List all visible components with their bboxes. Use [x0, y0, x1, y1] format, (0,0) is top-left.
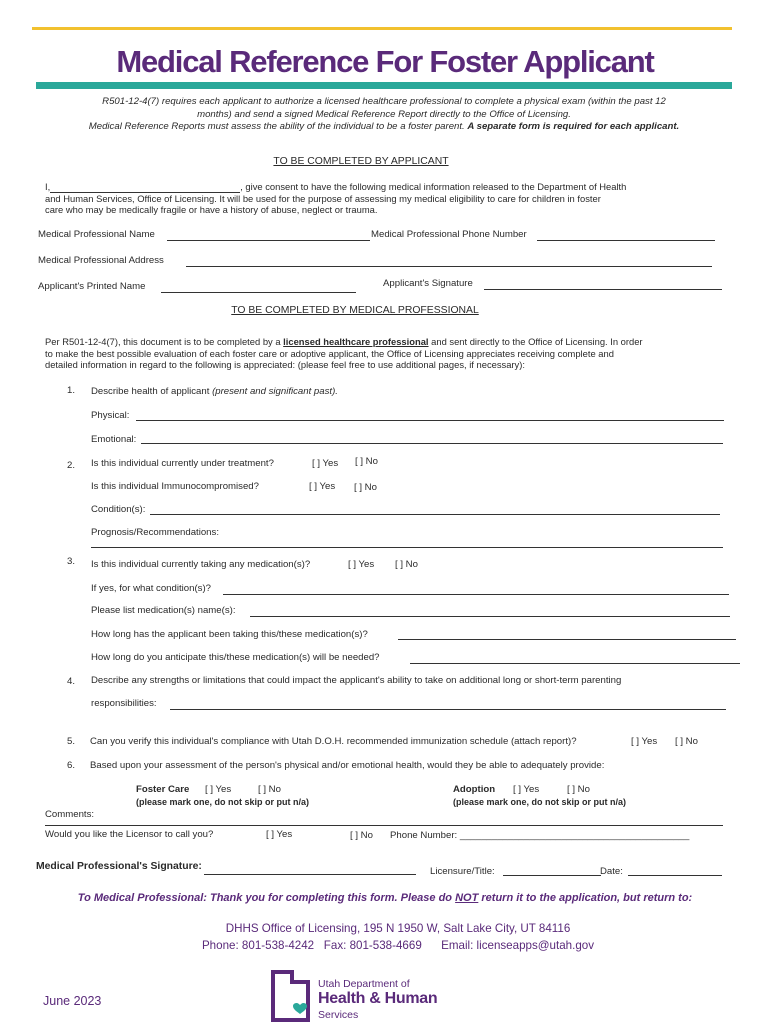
adoption-yes-checkbox[interactable]: [ ] Yes	[513, 784, 540, 795]
email-link[interactable]: Email: licenseapps@utah.gov	[441, 939, 595, 952]
q1-label: Describe health of applicant	[91, 386, 210, 397]
intro-line-1: R501-12-4(7) requires each applicant to authorize a licensed healthcare professional to complete a physical exam (within the past 12	[102, 96, 666, 107]
q3c-field[interactable]	[398, 639, 736, 640]
q5-number: 5.	[67, 736, 76, 747]
professional-heading: TO BE COMPLETED BY MEDICAL PROFESSIONAL	[231, 305, 479, 316]
printed-name-field[interactable]	[161, 292, 356, 293]
professional-signature-label: Medical Professional's Signature:	[36, 861, 202, 872]
q3-no-checkbox[interactable]: [ ] No	[395, 559, 418, 570]
prof-address-field[interactable]	[186, 266, 712, 267]
prof-name-label: Medical Professional Name	[38, 229, 155, 240]
q2b-text: Is this individual Immunocompromised?	[91, 481, 259, 492]
q2b-no-checkbox[interactable]: [ ] No	[354, 482, 377, 493]
licensed-professional-link: licensed healthcare professional	[283, 336, 429, 347]
per-line-2: to make the best possible evaluation of each foster care or adoptive applicant, the Office of Licensing appreciates receiving complete and	[45, 347, 614, 359]
call-question: Would you like the Licensor to call you?	[45, 829, 214, 840]
physical-label: Physical:	[91, 410, 130, 421]
thanks-message	[0, 892, 770, 904]
q3a-field[interactable]	[223, 594, 729, 595]
q2-yes-checkbox[interactable]: [ ] Yes	[312, 458, 339, 469]
office-address: DHHS Office of Licensing, 195 N 1950 W, Salt Lake City, UT 84116	[225, 922, 571, 935]
professional-intro	[45, 336, 745, 371]
phone-number: Phone: 801-538-4242	[201, 939, 315, 952]
consent-line-2: and Human Services, Office of Licensing. It will be used for the purpose of assessing my medical eligibility to care for children in foster	[45, 192, 601, 204]
foster-care-label: Foster Care	[136, 784, 190, 795]
prof-phone-field[interactable]	[537, 240, 715, 241]
q3-text: Is this individual currently taking any medication(s)?	[91, 559, 311, 570]
comments-label: Comments:	[45, 809, 95, 820]
q3d-field[interactable]	[410, 663, 740, 664]
contact-line	[0, 939, 770, 952]
per-suffix: and sent directly to the Office of Licensing. In order	[431, 336, 643, 347]
conditions-label: Condition(s):	[91, 504, 146, 515]
foster-yes-checkbox[interactable]: [ ] Yes	[205, 784, 232, 795]
conditions-field[interactable]	[150, 514, 720, 515]
professional-signature-field[interactable]	[204, 874, 416, 875]
q2b-yes-checkbox[interactable]: [ ] Yes	[309, 481, 336, 492]
intro-bold: A separate form is required for each applicant.	[467, 121, 680, 133]
q3d-label: How long do you anticipate this/these medication(s) will be needed?	[91, 652, 380, 663]
emotional-label: Emotional:	[91, 434, 137, 445]
intro-line-3	[28, 121, 740, 134]
q5-text: Can you verify this individual's compliance with Utah D.O.H. recommended immunization schedule (attach report)?	[90, 736, 577, 747]
prognosis-field[interactable]	[91, 547, 723, 548]
dhhs-logo	[270, 970, 470, 1022]
intro-line-2: months) and send a signed Medical Reference Report directly to the Office of Licensing.	[197, 108, 571, 120]
q3-number: 3.	[67, 556, 76, 567]
form-date: June 2023	[43, 994, 102, 1008]
fax-number: Fax: 801-538-4669	[323, 939, 422, 952]
printed-name-label: Applicant's Printed Name	[38, 281, 146, 292]
prognosis-label: Prognosis/Recommendations:	[91, 527, 219, 538]
adoption-mark-note: (please mark one, do not skip or put n/a)	[453, 797, 627, 807]
phone-number-field[interactable]: Phone Number: ___________________________________________	[390, 830, 690, 841]
consent-line-1	[45, 181, 735, 193]
q6-number: 6.	[67, 760, 76, 771]
prof-address-label: Medical Professional Address	[38, 255, 164, 266]
consent-block	[45, 181, 735, 216]
utah-state-icon	[270, 970, 314, 1022]
page-title: Medical Reference For Foster Applicant	[116, 44, 654, 79]
q3a-label: If yes, for what condition(s)?	[91, 583, 211, 594]
q4-text: Describe any strengths or limitations that could impact the applicant's ability to take on additional long or short-term parenting	[91, 675, 622, 686]
thanks-not: NOT	[455, 892, 479, 904]
q4-text-2: responsibilities:	[91, 698, 157, 709]
per-line-1	[45, 336, 745, 348]
call-no-checkbox[interactable]: [ ] No	[350, 830, 373, 841]
logo-line-2: Health & Human	[318, 990, 438, 1007]
q3b-label: Please list medication(s) name(s):	[91, 605, 236, 616]
licensure-field[interactable]	[503, 875, 601, 876]
consent-text-1: , give consent to have the following medical information released to the Department of Health	[240, 181, 627, 192]
consent-line-3: care who may be medically fragile or have a history of abuse, neglect or trauma.	[45, 204, 378, 215]
applicant-signature-label: Applicant's Signature	[383, 278, 473, 289]
q5-yes-checkbox[interactable]: [ ] Yes	[631, 736, 658, 747]
consent-prefix: I,	[45, 181, 51, 192]
adoption-label: Adoption	[453, 784, 496, 795]
applicant-signature-field[interactable]	[484, 289, 722, 290]
q3-yes-checkbox[interactable]: [ ] Yes	[348, 559, 375, 570]
intro-text	[28, 96, 740, 134]
emotional-field[interactable]	[141, 443, 723, 444]
q6-text: Based upon your assessment of the person's physical and/or emotional health, would they be able to adequately provide:	[90, 760, 605, 771]
q1-italic: (present and significant past).	[212, 386, 338, 397]
per-line-3: detailed information in regard to the following is appreciated: (please feel free to use additional pages, if necessary):	[45, 359, 525, 370]
thanks-suffix: return it to the application, but return to:	[481, 892, 693, 904]
q4-field[interactable]	[170, 709, 726, 710]
licensure-label: Licensure/Title:	[430, 866, 495, 877]
q1-text	[91, 386, 338, 397]
logo-line-1: Utah Department of	[318, 978, 410, 990]
q1-number: 1.	[67, 385, 76, 396]
date-field[interactable]	[628, 875, 722, 876]
q5-no-checkbox[interactable]: [ ] No	[675, 736, 698, 747]
date-label: Date:	[600, 866, 623, 877]
title-underline-bar	[36, 82, 732, 89]
physical-field[interactable]	[136, 420, 724, 421]
prof-name-field[interactable]	[167, 240, 370, 241]
q3b-field[interactable]	[250, 616, 730, 617]
prof-phone-label: Medical Professional Phone Number	[371, 229, 527, 240]
intro-line-3-text: Medical Reference Reports must assess the ability of the individual to be a foster parent.	[88, 121, 465, 133]
q2-number: 2.	[67, 460, 76, 471]
logo-line-3: Services	[318, 1009, 359, 1021]
applicant-heading: TO BE COMPLETED BY APPLICANT	[273, 156, 449, 167]
q4-number: 4.	[67, 676, 76, 687]
per-prefix: Per R501-12-4(7), this document is to be completed by a	[45, 336, 281, 347]
comments-field[interactable]	[45, 825, 723, 826]
q3c-label: How long has the applicant been taking this/these medication(s)?	[91, 629, 368, 640]
thanks-prefix: To Medical Professional: Thank you for completing this form. Please do	[77, 892, 453, 904]
top-rule	[32, 27, 732, 30]
q2-text: Is this individual currently under treatment?	[91, 458, 274, 469]
foster-mark-note: (please mark one, do not skip or put n/a)	[136, 797, 310, 807]
q2-no-checkbox[interactable]: [ ] No	[355, 456, 378, 467]
call-yes-checkbox[interactable]: [ ] Yes	[266, 829, 293, 840]
adoption-no-checkbox[interactable]: [ ] No	[567, 784, 590, 795]
foster-no-checkbox[interactable]: [ ] No	[258, 784, 281, 795]
